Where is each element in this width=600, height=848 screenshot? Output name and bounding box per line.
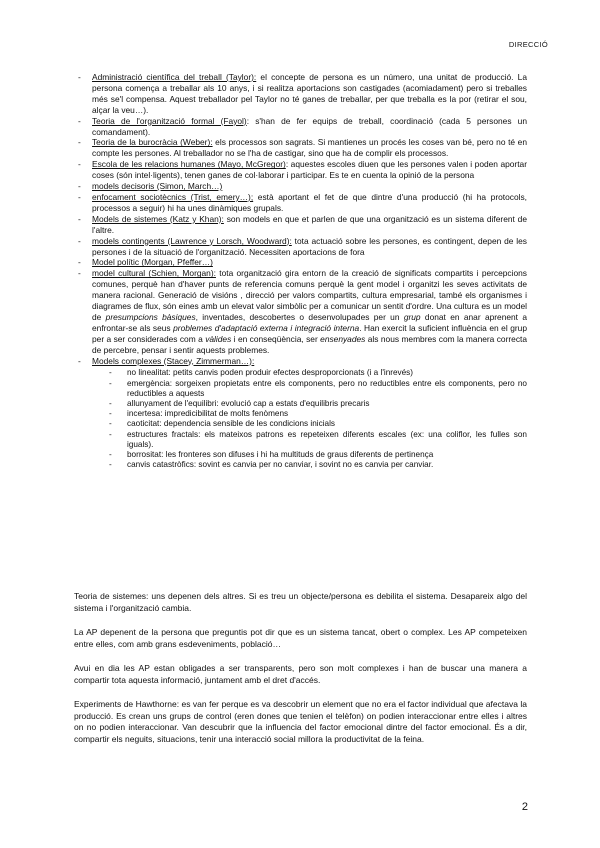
model-title: models decisoris (Simon, March…) [92, 181, 223, 192]
model-title: model cultural (Schien, Morgan): [92, 268, 216, 279]
list-item: - model cultural (Schien, Morgan): tota organització gira entorn de la creació de significats compartits i percepcions comunes, perquè han d'haver punts de referencia comuns perquè la gent model i organitzi les seves activitats de manera racional. Generació de visións , direcció per valors compartits, cultura empresarial, també els organismes i diagrames de flux, són eines amb un elevat valor simbòlic per a comunicar un sentit d'ordre. Una cultura es un model de presumpcions bàsiques, inventades, descobertes o desenvolupades per un grup donat en anar aprenent a enfrontar-se als seus problemes d'adaptació externa i integració interna. Han exercit la suficient influència en el grup per a ser considerades com a vàlides i en conseqüència, ser ensenyades als nous membres com la manera correcta de percebre, pensar i sentir aquests problemes. [92, 268, 527, 355]
paragraph-ap-sistema: La AP depenent de la persona que preguntis pot dir que es un sistema tancat, obert o complex. Les AP competeixen entre elles, com amb grans esdeveniments, població… [74, 627, 527, 649]
model-title: Models complexes (Stacey, Zimmerman…): [92, 355, 255, 366]
list-item: - Administració científica del treball (Taylor): el concepte de persona es un número, una unitat de producció. La persona comença a treballar als 10 anys, i si realitza aportacions son castigades (acomiadament) pero si treballes més se'l compensa. Aquest treballador pel Taylor no té ganes de treballar, per que treballa es la por (retirar el sou, alçar la veu…). [92, 72, 527, 116]
paragraph-sistemes: Teoria de sistemes: uns depenen dels altres. Si es treu un objecte/persona es debilita el sistema. Desapareix algo del sistema i l'organització cambia. [74, 591, 527, 613]
page-number: 2 [521, 801, 528, 813]
sub-list-item: - emergència: sorgeixen propietats entre els components, pero no reductibles entre els components, pero no reductibles a aquests [127, 379, 527, 399]
paragraph-transparencia: Avui en dia les AP estan obligades a ser transparents, pero son molt complexes i han de buscar una manera a compartir tota aquesta informació, juntament amb el dret d'accés. [74, 663, 527, 685]
list-item [92, 181, 527, 192]
list-item: - Teoria de l'organització formal (Fayol): s'han de fer equips de treball, coordinació (cada 5 persones un comandament). [92, 116, 527, 138]
model-title: Model polític (Morgan, Pfeffer…) [92, 257, 213, 268]
list-item: - enfocament sociotècnics (Trist, emery…); està aportant el fet de que dintre d'una producció (hi ha protocols, processos a seguir) hi ha unes dinàmiques grupals. [92, 192, 527, 214]
paragraph-hawthorne: Experiments de Hawthorne: es van fer perque es va descobrir un element que no era el factor individual que afectava la producció. Es crean uns grups de control (eren dones que tenien el telèfon) on podien interaccionar entre elles i altres on no podien interaccionar. Van descubrir que la influencia del factor emocional dintre del factor emocional. És a dir, compartir els neguits, situacions, tenir una interacció social millora la productivitat de la feina. [74, 699, 527, 744]
model-title: enfocament sociotècnics (Trist, emery…); [92, 191, 254, 202]
list-item: - Teoria de la burocràcia (Weber): els processos son sagrats. Si mantienes un procés les coses van bé, pero no té en compte les persones. Al treballador no se l'ha de castigar, sino que ha de complir els processos. [92, 137, 527, 159]
model-title: Escola de les relacions humanes (Mayo, McGregor) [92, 159, 286, 170]
page-header: DIRECCIÓ [508, 40, 548, 49]
complex-models-sublist [127, 368, 527, 470]
list-item [92, 257, 527, 268]
list-item: - Escola de les relacions humanes (Mayo, McGregor): aquestes escoles diuen que les persones valen i poden aportar coses (són intel·ligents), tenen ganes de col·laborar i participar. Es te en cuenta la opinió de la persona [92, 159, 527, 181]
list-item: - models contingents (Lawrence y Lorsch, Woodward): tota actuació sobre les persones, es contingent, depen de les persones i de la situació de l'organització. Necessiten aportacions de fora [92, 236, 527, 258]
sub-list-item: - allunyament de l'equilibri: evolució cap a estats d'equilibris precaris [127, 399, 527, 409]
model-title: Administració científica del treball (Taylor): [92, 72, 257, 82]
list-item [92, 356, 527, 471]
sub-list-item: - incertesa: impredicibilitat de molts fenòmens [127, 409, 527, 419]
model-title: Teoria de l'organització formal (Fayol) [92, 115, 247, 126]
sub-list-item: - caoticitat: dependencia sensible de les condicions inicials [127, 419, 527, 429]
list-item: - Models de sistemes (Katz y Khan): son models en que et parlen de que una organització es un sistema diferent de l'altre. [92, 214, 527, 236]
sub-list-item: - no linealitat: petits canvis poden produir efectes desproporcionats (i a l'inrevés) [127, 368, 527, 378]
sub-list-item: - estructures fractals: els mateixos patrons es repeteixen diferents escales (ex: una coliflor, les fulles son iguals). [127, 430, 527, 450]
model-title: Models de sistemes (Katz y Khan): [92, 213, 224, 224]
models-list [92, 72, 527, 471]
sub-list-item: - canvis catastròfics: sovint es canvia per no canviar, i sovint no es canvia per canviar. [127, 460, 527, 470]
sub-list-item: - borrositat: les fronteres son difuses i hi ha multituds de graus diferents de pertinença [127, 450, 527, 460]
model-title: Teoria de la burocràcia (Weber): [92, 137, 213, 148]
model-title: models contingents (Lawrence y Lorsch, Woodward): [92, 235, 292, 246]
